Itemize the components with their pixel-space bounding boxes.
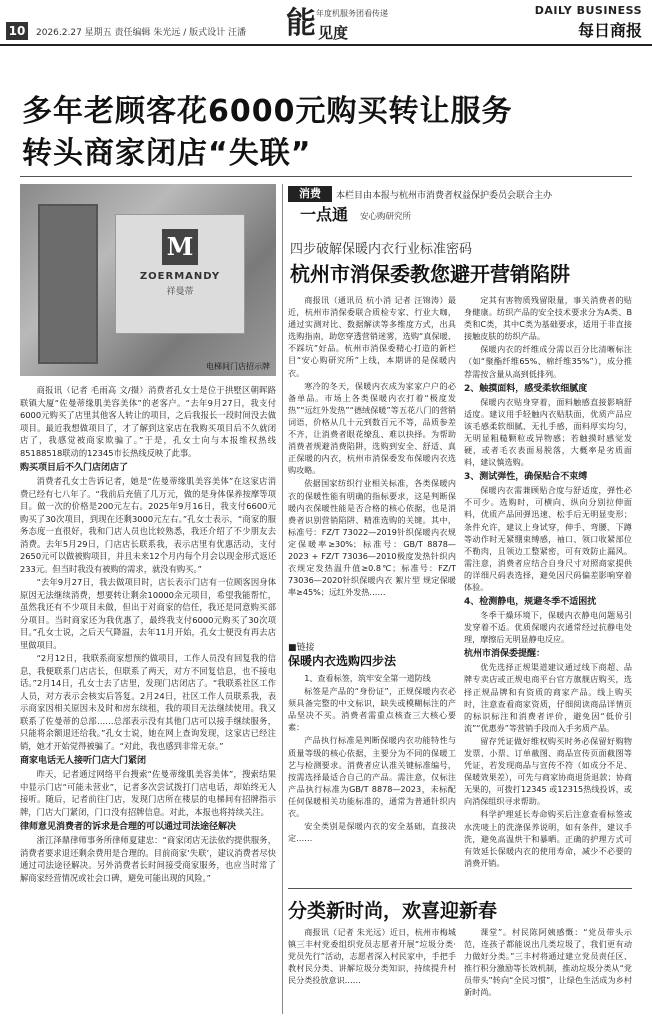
bottom-article-title: 分类新时尚，欢喜迎新春 <box>288 900 498 922</box>
article-paragraph: 留存凭证做好维权购买时务必保留好购物发票、小票、订单截图、商品宣传页面截图等凭证，若发现商品与宣传不符（如成分不足、保暖效果差），可先与商家协商退货退款；协商无果的，可拨打12345 或12315热线投诉，或向消保组织寻求帮助。 <box>464 735 632 807</box>
logo-chinese: 祥曼蒂 <box>166 287 194 297</box>
column-info: 本栏目由本报与杭州市消费者权益保护委员会联合主办 <box>336 191 553 201</box>
subheading: 购买项目后不久门店闭店了 <box>20 463 129 473</box>
article-paragraph: 保暖内衣需兼顾贴合度与舒适度，弹性必不可少。选购时，可横向、纵向分别拉伸面料，优质产品回弹迅速、松手后无明显变形；条件允许，建议上身试穿，伸手、弯腰、下蹲等动作时无紧绷束缚感，袖口、领口收紧部位不勒肉，且领边工整紧密，可有效防止漏风。需注意，消费者应结合自身尺寸对照商家提供的详细尺码表选择，避免因尺码偏差影响穿着体验。 <box>464 485 632 592</box>
article-paragraph: 优先选择正规渠道建议通过线下商超、品牌专卖店或正规电商平台官方旗舰店购买，选择正规品牌和有资质的商家产品。线上购买时，注意查看商家资质，仔细阅读商品详情页的标识标注和消费者评价，避免因“低价引流”“优惠券”等营销手段而入手劣质产品。 <box>464 662 632 733</box>
headline-line-2: 转头商家闭店“失联” <box>22 136 312 171</box>
right-article-col-2 <box>464 294 632 870</box>
article-paragraph: “2月12日，我联系商家想预约做项目，工作人员没有回复我的信息，我便联系门店店长，但联系了两天，对方不回复信息，也不接电话。”2月14日，孔女士去了店里，发现门店闭店了。“我联系社区工作人员，对方表示会核实后答复。2月24日，社区工作人员联系我，表示商家因相关原因未及时和房东续租，我的项目无法继续使用。我又联系了佐曼蒂的总部……总部表示没有其他门店可以接手继续服务，只能将余额退还给我。”孔女士说，她在网上查询发现，这家店已经注销，她才开始觉得被骗了。“对此，我也感到非常无奈。” <box>20 653 276 751</box>
page-header <box>0 0 652 46</box>
headline-line-1: 多年老顾客花6000元购买转让服务 <box>22 94 513 129</box>
subheading: 杭州市消保委提醒： <box>464 649 546 660</box>
headline-divider <box>20 176 632 177</box>
article-paragraph: 消费者孔女士告诉记者，她是“佐曼蒂缘肌美容美体”在这家店消费已经有七八年了。“我前后充值了几万元，做的是身体保养按摩等项目。做一次的价格是200元左右。2025年9月16日，我支付6600元购买了30次项目，到现在还剩3000元左右。”孔女士表示，“商家的服务态度一直很好，我和门店人员也比较熟悉，我还介绍了不少朋友去消费。去年5月29日，门店店长联系我，表示店里有优惠活动，支付2650元可以做被购项目，并且未来12个月内每个月会以现金形式返还233元。但当时我没有被购的需求，就没有购买。” <box>20 476 276 574</box>
issue-meta: 2026.2.27 星期五 责任编辑 朱光远 / 版式设计 汪潘 <box>36 28 247 38</box>
subheading: 2、触摸面料，感受柔软细腻度 <box>464 383 588 394</box>
column-badge-2: 一点通 <box>300 205 349 224</box>
article-paragraph: 产品执行标准是判断保暖内衣功能特性与质量等级的核心依据，主要分为不同的保暖工艺与检测要求。消费者应认准关键标准编号，按需选择最适合自己的产品。需注意，仅标注产品执行标准为GB/T 8878—2023，未标配任何保暖相关功能标准的，通常为普通针织内衣。 <box>288 735 456 819</box>
article-paragraph: 浙江泽鼎律师事务所律师夏建忠：“商家闭店无法依约提供服务，消费者要求退还剩余费用是合理的。目前商家‘失联’，建议消费者尽快通过司法途径解决。另外消费者长时间接受商家服务，也应当时常了解商家经营情况或社会口碑，避免可能出现的风险。” <box>20 835 276 883</box>
logo-english: ZOERMANDY <box>139 271 221 282</box>
brand-english: DAILY BUSINESS <box>534 4 642 17</box>
section-subtitle: 年度机服务团看传递 <box>316 9 388 18</box>
bottom-article-col-2 <box>464 926 632 1000</box>
article-paragraph: “去年9月27日，我去做项目时，店长表示门店有一位顾客因身体原因无法继续消费，想要转让剩余10000余元项目，希望我能帮忙，虽然我还有不少项目未做，但出于对商家的信任，我还是同意购买部分项目。当时商家还为我优惠了，最终我支付6000元购买了30次项目。”孔女士说，之后天气降温，去年11月开始，孔女士便没有再去店里做项目。 <box>20 577 276 650</box>
subheading: 4、检测静电，规避冬季不适困扰 <box>464 597 597 608</box>
subheading: 3、测试弹性，确保贴合不束缚 <box>464 472 588 483</box>
article-paragraph: 标签是产品的“身份证”，正规保暖内衣必须具备完整的中文标识，缺失或模糊标注的产品坚决不买。消费者需重点核查三大核心要素： <box>288 686 456 733</box>
brand-chinese: 每日商报 <box>577 21 642 40</box>
article-paragraph: 依据国家纺织行业相关标准，各类保暖内衣的保暖性能有明确的指标要求，这是判断保暖内衣保暖性能是否合格的核心依据，也是消费者识别营销陷阱、精准选购的关键。其中，标准号：FZ/T 73022—2019针织保暖内衣规定保暖率≥30%；标准号：GB/T 8878—2023 + FZ/T 73036—2010极度发热针织内衣规定发热温升值≥0.8℃；标准号：FZ/T 73036—2020针织保暖内衣 絮片型 规定保暖率≥45%；远红外发热…… <box>288 478 456 598</box>
article-paragraph: 商报讯（通讯员 杭小消 记者 汪锦涛）最近，杭州市消保委联合质检专家、行业大咖，通过实测对比、数据解读等多维度方式，出具选购指南，助您穿透营销迷雾，选购“真保暖、不踩坑”好品。杭州市消保委精心打造的新栏目“安心购研究所”上线，本期讲的是保暖内衣。 <box>288 295 456 378</box>
column-divider <box>282 184 283 1014</box>
store-sign <box>115 214 245 334</box>
section-char: 能 <box>286 6 316 41</box>
article-paragraph: 定其有害物质残留限量，事关消费者的贴身健康。纺织产品的安全技术要求分为A类、B类和C类，其中C类为基础要求，适用于非直接接触皮肤的纺织产品。 <box>464 295 632 342</box>
store-photo <box>20 184 276 376</box>
bottom-article-col-1 <box>288 926 456 987</box>
photo-caption: 电梯间门店招示牌 <box>206 362 270 371</box>
brand-logo: M <box>162 229 198 265</box>
elevator-door <box>38 204 98 364</box>
column-badge: 消费 <box>288 186 332 202</box>
article-paragraph: 科学护理延长寿命购买后注意查看标签或水洗唛上的洗涤保养说明，如有条件，建议手洗，避免高温烘干和暴晒。正确的护理方式可有效延长保暖内衣的使用寿命，减少不必要的消费开销。 <box>464 809 632 868</box>
link-tag: ■链接 <box>288 643 315 653</box>
article-title: 杭州市消保委教您避开营销陷阱 <box>290 262 570 286</box>
article-kicker: 四步破解保暖内衣行业标准密码 <box>290 242 473 257</box>
article-paragraph: 昨天，记者通过网络平台搜索“佐曼蒂缘肌美容美体”，搜索结果中显示门店“可能未营业”，记者多次尝试拨打门店电话，却始终无人接听。随后，记者前往门店，发现门店所在楼层的电梯间有招牌指示牌，门店大门紧闭，门口没有招牌信息。对此，本报也将持续关注。 <box>20 769 276 817</box>
subheading: 律师意见消费者的诉求是合理的可以通过司法途径解决 <box>20 822 237 832</box>
article-paragraph: 商报讯（记者 朱光远）近日，杭州市梅城镇三丰村党委组织党员志愿者开展“垃圾分类·党员先行”活动，志愿者深入村民家中，手把手教村民分类、讲解垃圾分类知识，持续提升村民分类投放意识…… <box>288 927 456 986</box>
link-title: 保暖内衣选购四步法 <box>288 654 397 668</box>
article-paragraph: 课堂”。村民陈阿姨感慨：“党员带头示范，连孩子都能说出几类垃圾了，我们更有动力做好分类。”三丰村将通过建立党员责任区、推行积分激励等长效机制，推动垃圾分类从“党员带头”转向“全民习惯”，让绿色生活成为乡村新时尚。 <box>464 927 632 998</box>
article-paragraph: 冬季干燥环境下，保暖内衣静电问题易引发穿着不适。优质保暖内衣通常经过抗静电处理，摩擦后无明显静电反应。 <box>464 610 632 645</box>
right-article-col-1 <box>288 294 456 599</box>
section-name: 见度 <box>318 24 349 42</box>
right-article-col-1b <box>288 672 456 845</box>
column-info-sub: 安心购研究所 <box>360 212 412 222</box>
article-paragraph: 安全类别是保暖内衣的安全基础，直接决定…… <box>288 821 456 844</box>
article-paragraph: 保暖内衣贴身穿着，面料触感直接影响舒适度。建议用手轻触内衣贴肤面，优质产品应该毛感柔软细腻、无扎手感，面料厚实均匀，无明显粗糙颗粒或异物感；若触摸时感觉发硬，或者毛衣表面易脱落，大概率是劣质面料，建议慎选购。 <box>464 396 632 468</box>
subheading: 商家电话无人接听门店大门紧闭 <box>20 756 147 766</box>
article-paragraph: 商报讯（记者 毛雨高 文/摄）消费者孔女士是位于拱墅区朝晖路联镇大厦“佐曼蒂缘肌美容美体”的老客户。“去年9月27日，我支付6000元购买了店里其他客人转让的项目，之后我报长一段时间没去做项目。最近我想做项目了，才了解到这家店在我购买项目后不久就闭店了，我感觉被商家欺骗了。”于是，孔女士向与本报维权热线85188518联动的12345市长热线反映了此事。 <box>20 385 276 458</box>
bottom-divider <box>288 888 632 889</box>
page-number: 10 <box>6 22 28 40</box>
article-paragraph: 1、查看标签，筑牢安全第一道防线 <box>304 673 431 683</box>
article-paragraph: 保暖内衣的纤维成分需以百分比清晰标注（如“聚酯纤维65%、棉纤维35%”），成分推荐需按含量从高到低排列。 <box>464 344 632 379</box>
article-paragraph: 寒冷的冬天，保暖内衣成为家家户户的必备单品。市场上各类保暖内衣打着“极度发热”“远红外发热”“德绒保暖”等五花八门的营销词语，价格从几十元到数百元不等，品质参差不齐，让消费者眼花缭乱、难以抉择。为帮助消费者规避消费陷阱，选购到安全、舒适、真正保暖的内衣，杭州市消保委发布保暖内衣选购攻略。 <box>288 380 456 476</box>
left-article <box>20 384 276 885</box>
